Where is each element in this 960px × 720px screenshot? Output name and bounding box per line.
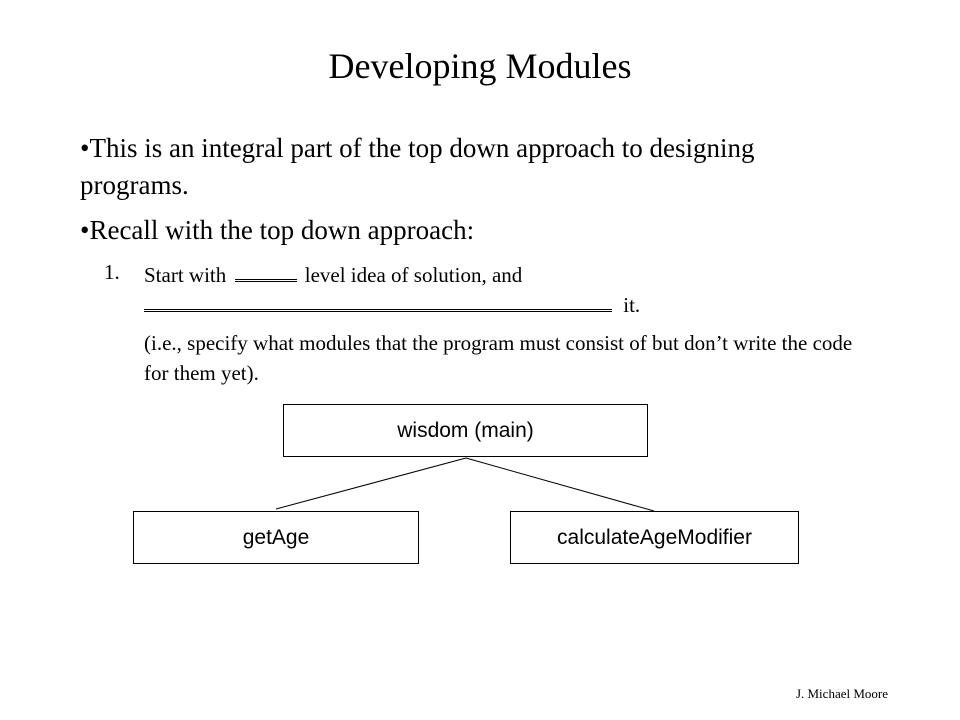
numbered-line-2 [104,287,824,317]
line1-before-blank: Start with [144,263,232,287]
connector-root-to-right [466,458,654,511]
bullet-marker: • [80,133,90,163]
module-box-calculate-age-modifier: calculateAgeModifier [510,511,799,564]
numbered-line-1-text [144,257,522,290]
fill-in-blank-short [235,257,297,282]
module-box-get-age: getAge [133,511,419,564]
line2-after-blank: it. [618,293,641,317]
footer-author: J. Michael Moore [795,686,888,701]
bullet-text: Recall with the top down approach: [89,215,475,245]
numbered-line-1 [104,257,824,287]
bullet-marker: • [80,215,90,245]
line1-after-blank: level idea of solution, and [299,263,523,287]
bullet-item-integral-part [80,130,800,204]
numbered-line-2-text [144,287,640,320]
slide-title: Developing Modules [328,46,632,86]
numbered-list-item [104,257,853,385]
list-number-marker: 1. [104,260,120,284]
fill-in-blank-long [144,287,612,312]
bullet-text: This is an integral part of the top down approach to designing programs. [80,133,755,200]
module-box-root: wisdom (main) [283,404,648,457]
connector-root-to-left [276,458,466,509]
parenthetical-note: (i.e., specify what modules that the program must consist of but don’t write the code for them yet). [144,331,853,385]
bullet-item-recall [80,212,800,249]
